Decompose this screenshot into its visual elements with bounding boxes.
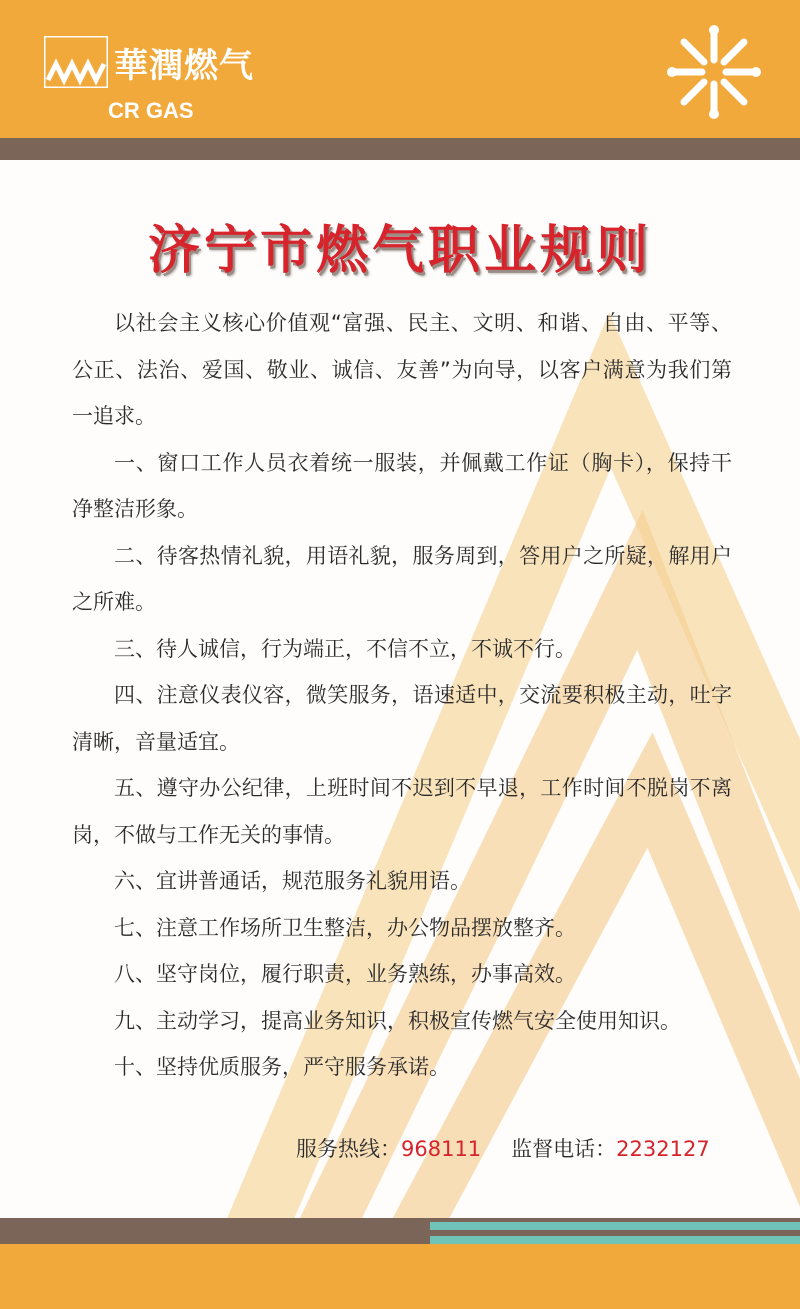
supervision-number: 2232127	[616, 1137, 710, 1161]
hotline-number: 968111	[401, 1137, 482, 1161]
cr-gas-mountain-icon	[44, 36, 108, 88]
rule-10: 十、坚持优质服务，严守服务承诺。	[114, 1055, 450, 1079]
rule-5: 五、遵守办公纪律，上班时间不迟到不早退，工作时间不脱岗不离岗，不做与工作无关的事情。	[72, 776, 732, 847]
intro-paragraph: 以社会主义核心价值观“富强、民主、文明、和谐、自由、平等、公正、法治、爱国、敬业、诚信、友善”为向导，以客户满意为我们第一追求。	[72, 311, 732, 428]
header-band	[0, 0, 800, 138]
rule-7: 七、注意工作场所卫生整洁，办公物品摆放整齐。	[114, 915, 576, 940]
rule-4: 四、注意仪表仪容，微笑服务，语速适中，交流要积极主动，吐字清晰，音量适宜。	[72, 683, 732, 754]
rule-9: 九、主动学习，提高业务知识，积极宣传燃气安全使用知识。	[114, 1008, 681, 1033]
starburst-emblem-icon	[664, 22, 764, 122]
hotline-label: 服务热线：	[296, 1137, 401, 1161]
rule-6: 六、宜讲普通话，规范服务礼貌用语。	[114, 869, 471, 893]
rule-8: 八、坚守岗位，履行职责，业务熟练，办事高效。	[114, 962, 576, 986]
rules-body	[72, 300, 732, 1091]
logo-chinese-name: 華潤燃气	[114, 46, 254, 86]
page-title: 济宁市燃气职业规则	[147, 221, 652, 281]
footer-teal-line-top	[430, 1222, 800, 1230]
rule-2: 二、待客热情礼貌，用语礼貌，服务周到，答用户之所疑，解用户之所难。	[72, 543, 732, 614]
logo-english-name: CR GAS	[108, 98, 194, 123]
footer-teal-line-bottom	[430, 1236, 800, 1244]
logo	[44, 32, 254, 127]
supervision-label: 监督电话：	[511, 1137, 617, 1161]
contact-line	[296, 1133, 710, 1163]
rule-3: 三、待人诚信，行为端正，不信不立，不诚不行。	[114, 636, 576, 661]
header-stripe	[0, 138, 800, 160]
rule-1: 一、窗口工作人员衣着统一服装，并佩戴工作证（胸卡），保持干净整洁形象。	[72, 450, 732, 521]
